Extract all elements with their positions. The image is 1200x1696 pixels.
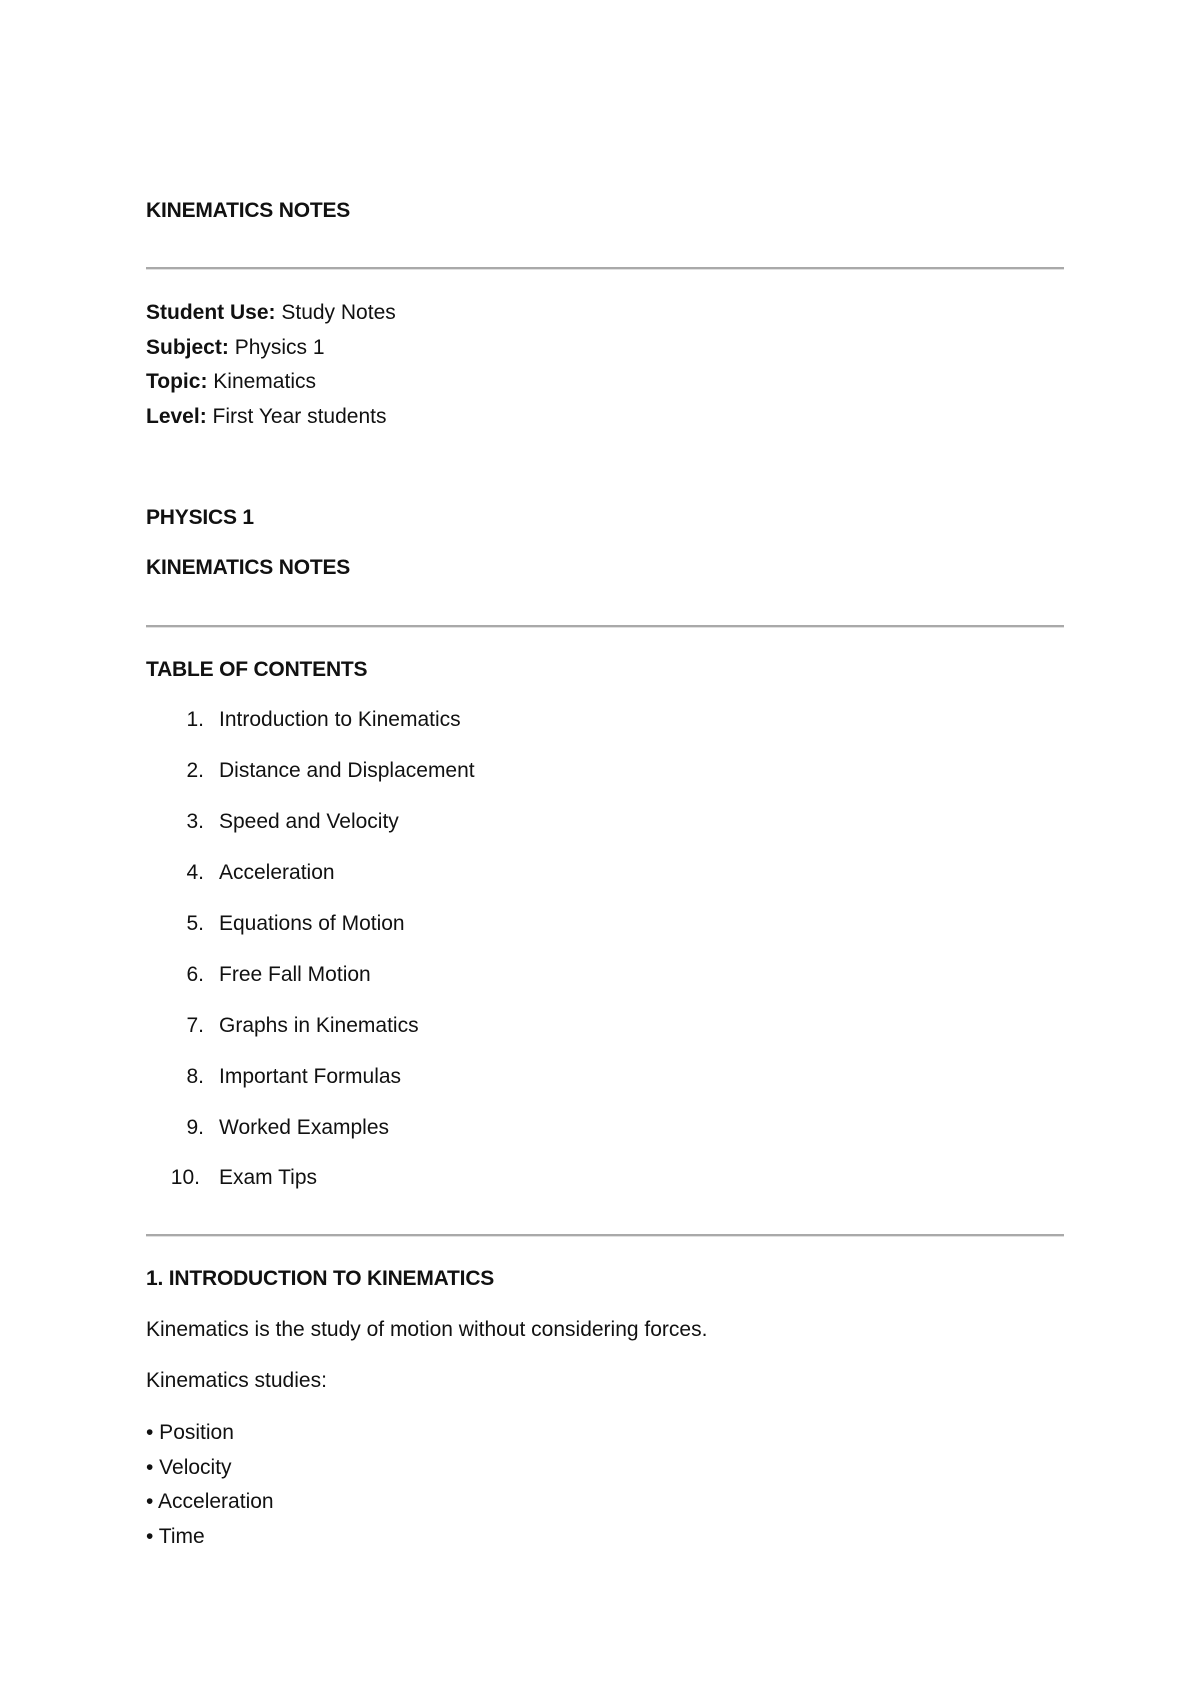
meta-student-use: Student Use: Study Notes	[146, 301, 396, 324]
meta-subject: Subject: Physics 1	[146, 335, 325, 359]
section-definition: Kinematics is the study of motion without considering forces.	[146, 1318, 708, 1341]
list-item: • Time	[146, 1524, 205, 1548]
course-heading: PHYSICS 1	[146, 506, 254, 529]
list-item: • Acceleration	[146, 1490, 274, 1513]
section-studies-intro: Kinematics studies:	[146, 1369, 327, 1392]
divider	[146, 1234, 1064, 1237]
meta-block	[146, 296, 396, 434]
divider	[146, 625, 1064, 628]
toc-heading: TABLE OF CONTENTS	[146, 658, 368, 681]
divider	[146, 267, 1064, 270]
document-title: KINEMATICS NOTES	[146, 199, 351, 222]
section-heading: 1. INTRODUCTION TO KINEMATICS	[146, 1267, 495, 1290]
meta-topic: Topic: Kinematics	[146, 370, 316, 393]
list-item: • Velocity	[146, 1455, 232, 1479]
meta-level: Level: First Year students	[146, 404, 387, 428]
list-item: • Position	[146, 1421, 234, 1444]
bullet-list	[146, 1416, 274, 1554]
notes-heading: KINEMATICS NOTES	[146, 556, 351, 579]
